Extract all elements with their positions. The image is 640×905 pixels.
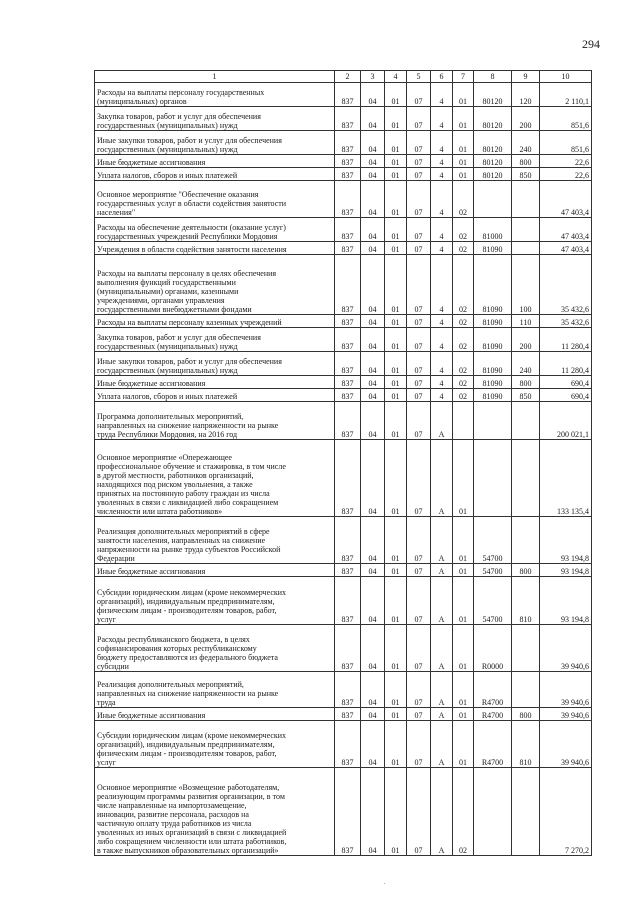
code-expense-type-cell: 100 [512,255,540,315]
code-ministry-cell: 837 [335,218,361,242]
code-section-cell: 04 [361,672,385,708]
row-name-cell: Уплата налогов, сборов и иных платежей [95,168,335,181]
code-program-cell: 07 [407,517,431,564]
row-name-cell: Расходы на выплаты персоналу казенных учреждений [95,315,335,328]
amount-cell: 200 021,1 [540,402,592,440]
amount-cell: 35 432,6 [540,255,592,315]
code-subprogram-cell: 4 [431,131,453,155]
amount-cell: 851,6 [540,131,592,155]
code-expense-type-cell: 120 [512,83,540,107]
amount-cell: 39 940,6 [540,672,592,708]
table-row [95,131,592,155]
code-direction-cell: 80120 [474,155,512,168]
code-event-cell: 01 [453,564,474,577]
table-row [95,168,592,181]
column-header: 4 [385,71,407,83]
code-subsection-cell: 01 [385,517,407,564]
row-name-cell: Иные бюджетные ассигнования [95,708,335,721]
code-subsection-cell: 01 [385,352,407,376]
page-number: 294 [582,37,600,51]
code-section-cell: 04 [361,107,385,131]
amount-cell: 39 940,6 [540,625,592,672]
table-row [95,376,592,389]
code-event-cell: 02 [453,218,474,242]
row-name-cell: Расходы на обеспечение деятельности (оказание услуг) государственных учреждений Республики Мордовия [95,218,335,242]
code-direction-cell: 80120 [474,131,512,155]
code-direction-cell: 81090 [474,389,512,402]
table-row [95,672,592,708]
amount-cell: 35 432,6 [540,315,592,328]
code-direction-cell [474,181,512,218]
row-name-cell: Реализация дополнительных мероприятий в сфере занятости населения, направленных на снижение напряженности на рынке труда субъектов Российской Федерации [95,517,335,564]
code-subsection-cell: 01 [385,255,407,315]
code-section-cell: 04 [361,440,385,517]
code-direction-cell [474,402,512,440]
code-subprogram-cell: А [431,564,453,577]
code-event-cell: 01 [453,708,474,721]
code-expense-type-cell: 110 [512,315,540,328]
code-subprogram-cell: А [431,577,453,625]
table-row [95,721,592,768]
code-ministry-cell: 837 [335,255,361,315]
row-name-cell: Реализация дополнительных мероприятий, направленных на снижение напряженности на рынке труда [95,672,335,708]
code-direction-cell: 80120 [474,107,512,131]
code-ministry-cell: 837 [335,577,361,625]
code-subsection-cell: 01 [385,242,407,255]
code-direction-cell: 81090 [474,255,512,315]
code-direction-cell: R0000 [474,625,512,672]
code-section-cell: 04 [361,708,385,721]
amount-cell: 39 940,6 [540,721,592,768]
table-row [95,625,592,672]
code-program-cell: 07 [407,708,431,721]
code-event-cell: 01 [453,625,474,672]
amount-cell: 93 194,8 [540,517,592,564]
code-section-cell: 04 [361,83,385,107]
code-subprogram-cell: А [431,721,453,768]
code-section-cell: 04 [361,255,385,315]
code-expense-type-cell: 850 [512,389,540,402]
amount-cell: 690,4 [540,389,592,402]
row-name-cell: Основное мероприятие «Возмещение работодателям, реализующим программы развития организации, в том числе направленные на импортозамещение, инновации, развитие персонала, расходов на частичную оплату труда работников из числа уволенных из иных организаций в связи с ликвидацией либо сокращением численности или штата работников, в также выпускников образовательных организаций» [95,768,335,856]
table-row [95,577,592,625]
code-subsection-cell: 01 [385,328,407,352]
code-ministry-cell: 837 [335,672,361,708]
column-header: 8 [474,71,512,83]
code-section-cell: 04 [361,376,385,389]
code-program-cell: 07 [407,625,431,672]
code-subprogram-cell: 4 [431,168,453,181]
code-event-cell: 01 [453,155,474,168]
table-row [95,517,592,564]
code-subprogram-cell: А [431,672,453,708]
code-section-cell: 04 [361,564,385,577]
code-program-cell: 07 [407,768,431,856]
table-row [95,440,592,517]
amount-cell: 47 403,4 [540,218,592,242]
code-direction-cell: 81000 [474,218,512,242]
code-section-cell: 04 [361,517,385,564]
code-subsection-cell: 01 [385,218,407,242]
code-ministry-cell: 837 [335,107,361,131]
code-ministry-cell: 837 [335,721,361,768]
column-header: 9 [512,71,540,83]
code-subprogram-cell: 4 [431,328,453,352]
amount-cell: 11 280,4 [540,328,592,352]
code-program-cell: 07 [407,352,431,376]
code-subsection-cell: 01 [385,721,407,768]
code-section-cell: 04 [361,768,385,856]
code-subprogram-cell: 4 [431,255,453,315]
row-name-cell: Основное мероприятие "Обеспечение оказания государственных услуг в области содействия занятости населения" [95,181,335,218]
code-ministry-cell: 837 [335,328,361,352]
code-section-cell: 04 [361,181,385,218]
code-program-cell: 07 [407,131,431,155]
code-expense-type-cell [512,402,540,440]
code-event-cell: 01 [453,577,474,625]
code-subprogram-cell: 4 [431,181,453,218]
amount-cell: 47 403,4 [540,242,592,255]
code-expense-type-cell: 240 [512,352,540,376]
code-event-cell: 02 [453,328,474,352]
code-direction-cell: 81090 [474,315,512,328]
code-event-cell: 02 [453,181,474,218]
code-section-cell: 04 [361,155,385,168]
code-expense-type-cell: 200 [512,107,540,131]
code-program-cell: 07 [407,564,431,577]
code-subprogram-cell: 4 [431,352,453,376]
code-direction-cell: R4700 [474,708,512,721]
code-event-cell: 02 [453,389,474,402]
code-event-cell: 01 [453,672,474,708]
amount-cell: 2 110,1 [540,83,592,107]
code-direction-cell: 80120 [474,168,512,181]
code-subsection-cell: 01 [385,625,407,672]
row-name-cell: Закупка товаров, работ и услуг для обеспечения государственных (муниципальных) нужд [95,107,335,131]
code-subprogram-cell: 4 [431,389,453,402]
code-ministry-cell: 837 [335,242,361,255]
code-program-cell: 07 [407,107,431,131]
code-ministry-cell: 837 [335,402,361,440]
table-row [95,181,592,218]
code-program-cell: 07 [407,389,431,402]
code-direction-cell: 54700 [474,577,512,625]
code-expense-type-cell: 800 [512,376,540,389]
code-event-cell: 01 [453,721,474,768]
code-subsection-cell: 01 [385,83,407,107]
code-expense-type-cell: 800 [512,155,540,168]
code-program-cell: 07 [407,315,431,328]
code-expense-type-cell [512,672,540,708]
row-name-cell: Субсидии юридическим лицам (кроме некоммерческих организаций), индивидуальным предпринимателям, физическим лицам - производителям товаров, работ, услуг [95,721,335,768]
code-expense-type-cell [512,440,540,517]
code-event-cell: 02 [453,242,474,255]
code-ministry-cell: 837 [335,83,361,107]
code-ministry-cell: 837 [335,517,361,564]
code-ministry-cell: 837 [335,768,361,856]
row-name-cell: Уплата налогов, сборов и иных платежей [95,389,335,402]
code-event-cell: 01 [453,517,474,564]
row-name-cell: Расходы республиканского бюджета, в целях софинансирования которых республиканскому бюджету предоставляются из федерального бюджета субсидии [95,625,335,672]
code-subsection-cell: 01 [385,768,407,856]
code-event-cell: 01 [453,83,474,107]
code-direction-cell [474,440,512,517]
code-expense-type-cell: 810 [512,721,540,768]
table-row [95,768,592,856]
header-row [95,71,592,83]
code-subsection-cell: 01 [385,315,407,328]
amount-cell: 22,6 [540,155,592,168]
code-expense-type-cell [512,181,540,218]
code-program-cell: 07 [407,83,431,107]
code-section-cell: 04 [361,315,385,328]
row-name-cell: Субсидии юридическим лицам (кроме некоммерческих организаций), индивидуальным предпринимателям, физическим лицам - производителям товаров, работ, услуг [95,577,335,625]
code-program-cell: 07 [407,376,431,389]
code-subsection-cell: 01 [385,564,407,577]
code-subsection-cell: 01 [385,181,407,218]
table-row [95,255,592,315]
code-subprogram-cell: 4 [431,107,453,131]
budget-table [94,70,592,856]
row-name-cell: Основное мероприятие «Опережающее профессиональное обучение и стажировка, в том числе в другой местности, работников организаций, находящихся под риском увольнения, а также принятых на постоянную работу граждан из числа уволенных в связи с ликвидацией либо сокращением численности или штата работников» [95,440,335,517]
code-subprogram-cell: А [431,517,453,564]
row-name-cell: Расходы на выплаты персоналу государственных (муниципальных) органов [95,83,335,107]
code-expense-type-cell: 240 [512,131,540,155]
code-ministry-cell: 837 [335,155,361,168]
code-section-cell: 04 [361,577,385,625]
code-event-cell: 01 [453,107,474,131]
code-subprogram-cell: 4 [431,218,453,242]
amount-cell: 93 194,8 [540,564,592,577]
code-subprogram-cell: 4 [431,83,453,107]
code-direction-cell: R4700 [474,721,512,768]
code-direction-cell: R4700 [474,672,512,708]
code-section-cell: 04 [361,625,385,672]
table-row [95,564,592,577]
code-program-cell: 07 [407,402,431,440]
code-ministry-cell: 837 [335,376,361,389]
row-name-cell: Иные бюджетные ассигнования [95,376,335,389]
code-subprogram-cell: А [431,625,453,672]
page-mark: . [384,880,386,886]
table-row [95,402,592,440]
row-name-cell: Закупка товаров, работ и услуг для обеспечения государственных (муниципальных) нужд [95,328,335,352]
code-subprogram-cell: А [431,708,453,721]
code-subsection-cell: 01 [385,708,407,721]
code-program-cell: 07 [407,181,431,218]
code-subprogram-cell: А [431,402,453,440]
code-section-cell: 04 [361,328,385,352]
code-ministry-cell: 837 [335,181,361,218]
code-program-cell: 07 [407,218,431,242]
table-row [95,83,592,107]
code-section-cell: 04 [361,131,385,155]
code-program-cell: 07 [407,672,431,708]
code-program-cell: 07 [407,242,431,255]
row-name-cell: Иные закупки товаров, работ и услуг для обеспечения государственных (муниципальных) нужд [95,131,335,155]
code-subprogram-cell: 4 [431,315,453,328]
code-section-cell: 04 [361,242,385,255]
row-name-cell: Иные бюджетные ассигнования [95,155,335,168]
code-ministry-cell: 837 [335,708,361,721]
code-subsection-cell: 01 [385,672,407,708]
code-event-cell: 01 [453,168,474,181]
code-ministry-cell: 837 [335,168,361,181]
code-ministry-cell: 837 [335,389,361,402]
code-subsection-cell: 01 [385,440,407,517]
code-direction-cell: 81090 [474,242,512,255]
code-event-cell: 02 [453,376,474,389]
code-section-cell: 04 [361,168,385,181]
amount-cell: 11 280,4 [540,352,592,376]
code-direction-cell: 80120 [474,83,512,107]
code-direction-cell: 81090 [474,352,512,376]
code-subsection-cell: 01 [385,389,407,402]
code-ministry-cell: 837 [335,315,361,328]
code-event-cell: 02 [453,352,474,376]
code-expense-type-cell [512,218,540,242]
code-program-cell: 07 [407,328,431,352]
code-direction-cell: 54700 [474,517,512,564]
amount-cell: 7 270,2 [540,768,592,856]
code-subprogram-cell: А [431,768,453,856]
code-expense-type-cell: 810 [512,577,540,625]
code-expense-type-cell: 200 [512,328,540,352]
amount-cell: 22,6 [540,168,592,181]
code-subsection-cell: 01 [385,577,407,625]
row-name-cell: Иные бюджетные ассигнования [95,564,335,577]
row-name-cell: Программа дополнительных мероприятий, направленных на снижение напряженности на рынке труда Республики Мордовия, на 2016 год [95,402,335,440]
code-program-cell: 07 [407,577,431,625]
table-row [95,218,592,242]
code-program-cell: 07 [407,721,431,768]
code-event-cell [453,402,474,440]
code-event-cell: 01 [453,440,474,517]
table-row [95,708,592,721]
table-row [95,328,592,352]
column-header: 3 [361,71,385,83]
code-direction-cell: 81090 [474,376,512,389]
amount-cell: 851,6 [540,107,592,131]
code-ministry-cell: 837 [335,440,361,517]
code-subsection-cell: 01 [385,107,407,131]
code-subprogram-cell: 4 [431,155,453,168]
code-section-cell: 04 [361,218,385,242]
code-program-cell: 07 [407,255,431,315]
amount-cell: 47 403,4 [540,181,592,218]
code-event-cell: 02 [453,768,474,856]
column-header: 5 [407,71,431,83]
row-name-cell: Расходы на выплаты персоналу в целях обеспечения выполнения функций государственными (муниципальными) органами, казенными учреждениями, органами управления государственными внебюджетными фондами [95,255,335,315]
code-section-cell: 04 [361,721,385,768]
code-ministry-cell: 837 [335,352,361,376]
code-ministry-cell: 837 [335,131,361,155]
column-header: 7 [453,71,474,83]
code-section-cell: 04 [361,352,385,376]
column-header: 2 [335,71,361,83]
column-header: 1 [95,71,335,83]
row-name-cell: Иные закупки товаров, работ и услуг для обеспечения государственных (муниципальных) нужд [95,352,335,376]
code-direction-cell: 54700 [474,564,512,577]
code-subsection-cell: 01 [385,168,407,181]
table-row [95,242,592,255]
code-event-cell: 02 [453,255,474,315]
amount-cell: 39 940,6 [540,708,592,721]
code-subprogram-cell: 4 [431,376,453,389]
code-subsection-cell: 01 [385,155,407,168]
code-ministry-cell: 837 [335,625,361,672]
code-ministry-cell: 837 [335,564,361,577]
code-section-cell: 04 [361,402,385,440]
table-row [95,155,592,168]
code-direction-cell [474,768,512,856]
amount-cell: 690,4 [540,376,592,389]
code-expense-type-cell [512,768,540,856]
code-program-cell: 07 [407,440,431,517]
code-section-cell: 04 [361,389,385,402]
code-subsection-cell: 01 [385,376,407,389]
code-expense-type-cell: 850 [512,168,540,181]
code-subprogram-cell: 4 [431,242,453,255]
table-row [95,315,592,328]
code-subsection-cell: 01 [385,131,407,155]
table-row [95,107,592,131]
code-event-cell: 01 [453,131,474,155]
code-expense-type-cell [512,517,540,564]
table-row [95,352,592,376]
row-name-cell: Учреждения в области содействия занятости населения [95,242,335,255]
amount-cell: 133 135,4 [540,440,592,517]
code-expense-type-cell [512,625,540,672]
code-program-cell: 07 [407,155,431,168]
column-header: 10 [540,71,592,83]
table-row [95,389,592,402]
amount-cell: 93 194,8 [540,577,592,625]
code-expense-type-cell: 800 [512,564,540,577]
code-expense-type-cell: 800 [512,708,540,721]
code-expense-type-cell [512,242,540,255]
code-subprogram-cell: А [431,440,453,517]
code-direction-cell: 81090 [474,328,512,352]
column-header: 6 [431,71,453,83]
code-program-cell: 07 [407,168,431,181]
code-subsection-cell: 01 [385,402,407,440]
code-event-cell: 02 [453,315,474,328]
